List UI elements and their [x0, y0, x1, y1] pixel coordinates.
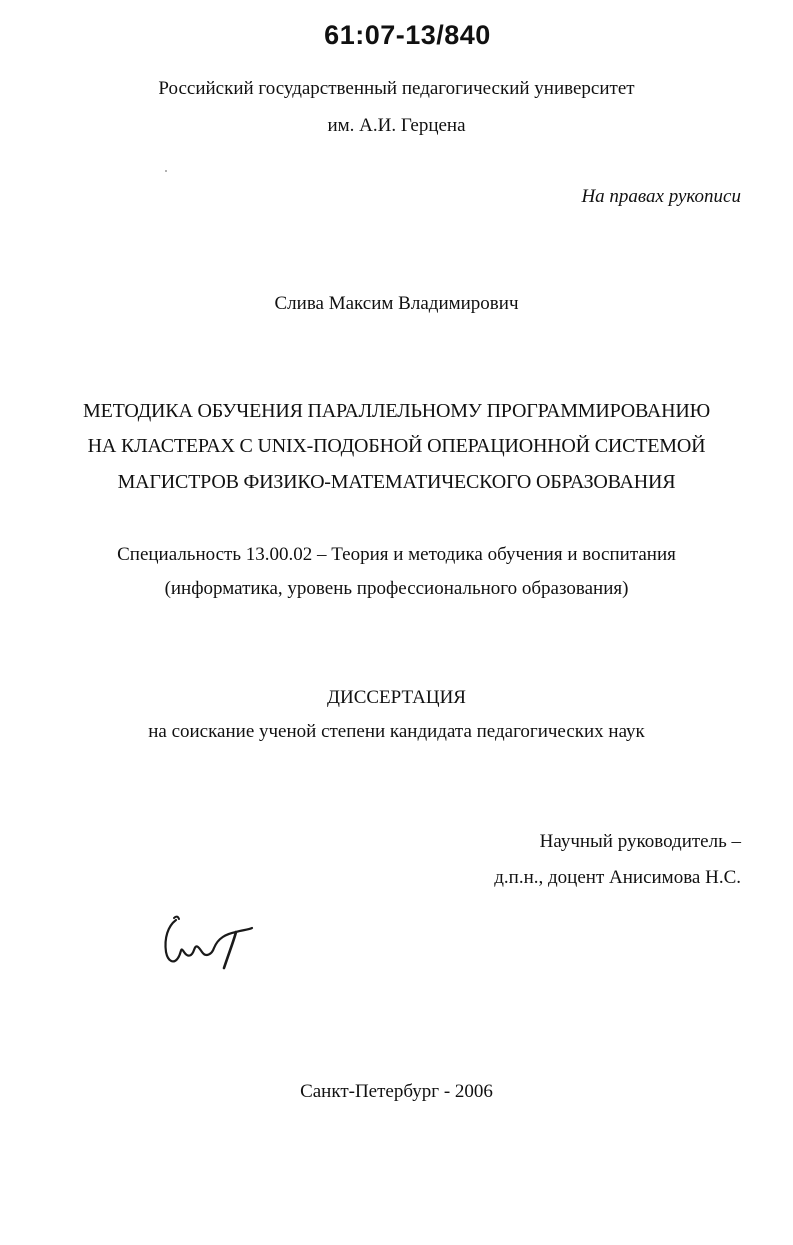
dissertation-title-line-3: МАГИСТРОВ ФИЗИКО-МАТЕМАТИЧЕСКОГО ОБРАЗОВАНИЯ — [117, 471, 676, 493]
institution-name: Российский государственный педагогический университет — [158, 78, 635, 99]
specialty-line-1: Специальность 13.00.02 – Теория и методика обучения и воспитания — [117, 544, 676, 565]
supervisor-name: д.п.н., доцент Анисимова Н.С. — [494, 867, 741, 888]
specialty-line-2: (информатика, уровень профессионального образования) — [164, 578, 629, 599]
degree-sought: на соискание ученой степени кандидата педагогических наук — [148, 721, 645, 742]
author-name: Слива Максим Владимирович — [274, 293, 519, 314]
dissertation-title-line-2: НА КЛАСТЕРАХ С UNIX-ПОДОБНОЙ ОПЕРАЦИОННОЙ СИСТЕМОЙ — [87, 435, 706, 457]
dissertation-title-line-1: МЕТОДИКА ОБУЧЕНИЯ ПАРАЛЛЕЛЬНОМУ ПРОГРАММИРОВАНИЮ — [83, 400, 710, 422]
handwritten-signature-icon — [160, 912, 255, 972]
archive-stamp: 61:07-13/840 — [324, 20, 491, 50]
scan-speck — [165, 170, 167, 172]
manuscript-rights-note: На правах рукописи — [581, 186, 741, 207]
work-type: ДИССЕРТАЦИЯ — [327, 687, 466, 708]
city-year: Санкт-Петербург - 2006 — [300, 1081, 493, 1102]
institution-name-line2: им. А.И. Герцена — [327, 115, 466, 136]
supervisor-label: Научный руководитель – — [539, 831, 741, 852]
